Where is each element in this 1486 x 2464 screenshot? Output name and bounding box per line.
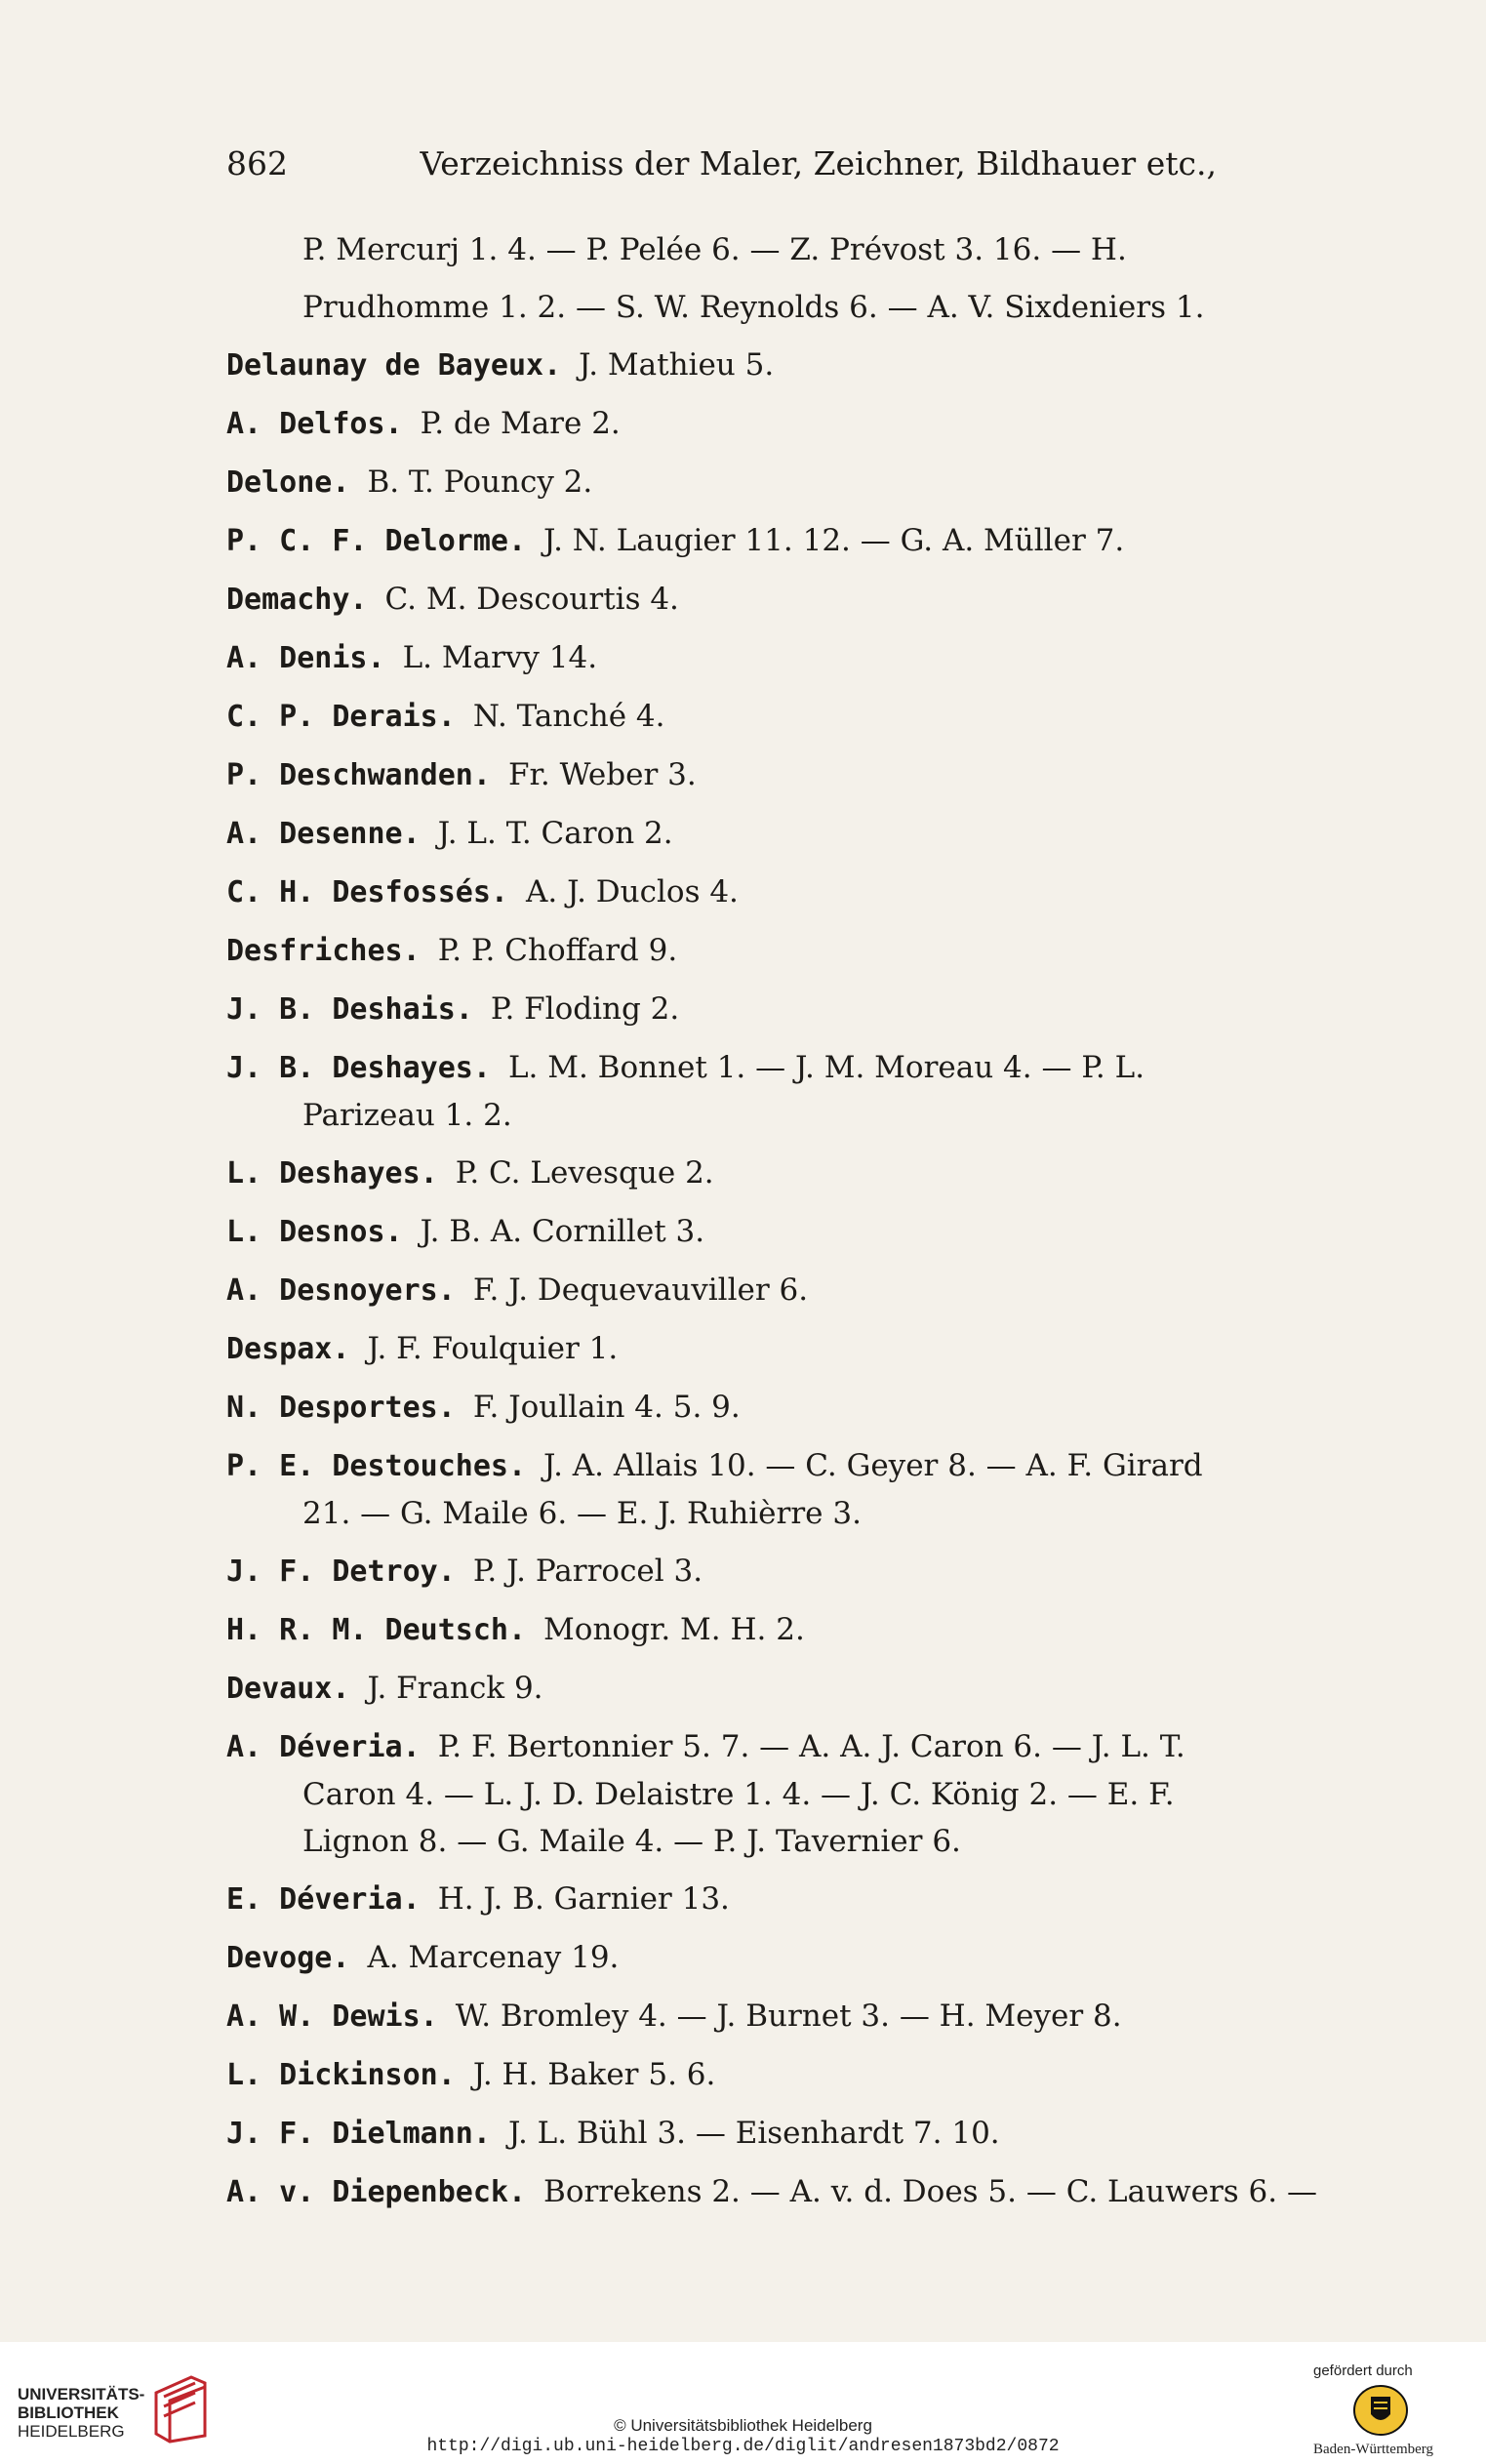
engraver-list: P. Mercurj 1. 4. — P. Pelée 6. — Z. Prévost 3. 16. — H. xyxy=(302,232,1127,267)
artist-name: L. Dickinson. xyxy=(226,2058,456,2092)
index-entry xyxy=(226,1606,1339,1654)
index-entry xyxy=(226,1934,1339,1982)
artist-name: P. Deschwanden. xyxy=(226,758,491,792)
index-entry xyxy=(226,1208,1339,1256)
engraver-list: Monogr. M. H. 2. xyxy=(543,1612,805,1647)
engraver-list: J. A. Allais 10. — C. Geyer 8. — A. F. Girard xyxy=(543,1448,1203,1483)
artist-name: J. F. Dielmann. xyxy=(226,2117,491,2151)
engraver-list: Prudhomme 1. 2. — S. W. Reynolds 6. — A. V. Sixdeniers 1. xyxy=(302,290,1205,325)
engraver-list: H. J. B. Garnier 13. xyxy=(437,1881,730,1917)
artist-name: H. R. M. Deutsch. xyxy=(226,1613,527,1647)
index-entry xyxy=(226,1723,1339,1865)
library-name-line2: BIBLIOTHEK xyxy=(18,2403,119,2422)
artist-name: E. Déveria. xyxy=(226,1882,421,1917)
artist-name: Devaux. xyxy=(226,1672,350,1706)
copyright-notice: © Universitätsbibliothek Heidelberg xyxy=(614,2416,872,2435)
engraver-list: J. L. Bühl 3. — Eisenhardt 7. 10. xyxy=(507,2116,1000,2151)
artist-name: Devoge. xyxy=(226,1941,350,1975)
baden-wuerttemberg-seal-icon xyxy=(1351,2383,1410,2438)
artist-name: A. Desenne. xyxy=(226,817,421,851)
artist-name: A. v. Diepenbeck. xyxy=(226,2175,527,2209)
funder-name: Baden-Württemberg xyxy=(1313,2442,1434,2457)
index-entry xyxy=(226,1325,1339,1373)
engraver-list: A. J. Duclos 4. xyxy=(525,874,739,909)
artist-name: J. B. Deshais. xyxy=(226,992,473,1027)
index-entry xyxy=(226,1993,1339,2040)
artist-name: Despax. xyxy=(226,1332,350,1366)
engraver-list: J. Franck 9. xyxy=(367,1671,543,1706)
index-entry xyxy=(226,868,1339,916)
index-entry xyxy=(226,459,1339,506)
index-entry xyxy=(226,986,1339,1033)
index-entry xyxy=(226,2110,1339,2158)
index-entry xyxy=(226,751,1339,799)
engraver-list: P. F. Bertonnier 5. 7. — A. A. J. Caron 6. — J. L. T. xyxy=(437,1729,1185,1764)
engraver-list: P. Floding 2. xyxy=(490,991,680,1027)
engraver-list: F. Joullain 4. 5. 9. xyxy=(472,1390,741,1425)
engraver-list: P. de Mare 2. xyxy=(420,406,621,441)
artist-name: A. Déveria. xyxy=(226,1730,421,1764)
engraver-list: J. Mathieu 5. xyxy=(579,347,775,383)
index-entry xyxy=(226,226,1339,273)
source-url[interactable]: http://digi.ub.uni-heidelberg.de/diglit/andresen1873bd2/0872 xyxy=(426,2437,1060,2456)
artist-name: A. W. Dewis. xyxy=(226,1999,438,2034)
artist-name: J. F. Detroy. xyxy=(226,1555,456,1589)
index-entry xyxy=(226,1442,1339,1537)
index-entry xyxy=(226,693,1339,741)
engraver-list: L. M. Bonnet 1. — J. M. Moreau 4. — P. L. xyxy=(507,1050,1145,1085)
artist-name: C. P. Derais. xyxy=(226,700,456,734)
engraver-list: J. N. Laugier 11. 12. — G. A. Müller 7. xyxy=(543,523,1125,558)
engraver-list: A. Marcenay 19. xyxy=(367,1940,620,1975)
engraver-list: F. J. Dequevauviller 6. xyxy=(472,1272,809,1308)
engraver-list: L. Marvy 14. xyxy=(402,640,598,675)
index-entry xyxy=(226,1665,1339,1713)
funder-label: gefördert durch xyxy=(1313,2363,1413,2379)
artist-name: Delaunay de Bayeux. xyxy=(226,348,562,383)
index-entry xyxy=(226,1548,1339,1596)
engraver-list: P. P. Choffard 9. xyxy=(437,933,678,968)
engraver-list: J. B. A. Cornillet 3. xyxy=(420,1214,705,1249)
index-entry xyxy=(226,634,1339,682)
artist-name: Delone. xyxy=(226,465,350,500)
index-entries xyxy=(226,226,1339,2227)
engraver-list-continuation: Parizeau 1. 2. xyxy=(302,1098,512,1133)
digitization-footer xyxy=(0,2342,1486,2464)
index-entry xyxy=(226,2168,1339,2216)
index-entry xyxy=(226,576,1339,624)
engraver-list: W. Bromley 4. — J. Burnet 3. — H. Meyer 8. xyxy=(455,1999,1122,2034)
running-title: Verzeichniss der Maler, Zeichner, Bildhauer etc., xyxy=(420,144,1217,182)
index-entry xyxy=(226,927,1339,975)
index-entry xyxy=(226,810,1339,858)
index-entry xyxy=(226,1267,1339,1314)
engraver-list: J. H. Baker 5. 6. xyxy=(472,2057,716,2092)
index-entry xyxy=(226,2051,1339,2099)
index-entry xyxy=(226,1876,1339,1923)
artist-name: J. B. Deshayes. xyxy=(226,1051,491,1085)
artist-name: L. Desnos. xyxy=(226,1215,403,1249)
engraver-list: Fr. Weber 3. xyxy=(507,757,697,792)
engraver-list: P. C. Levesque 2. xyxy=(455,1155,714,1191)
engraver-list-continuation: 21. — G. Maile 6. — E. J. Ruhièrre 3. xyxy=(302,1496,862,1531)
artist-name: N. Desportes. xyxy=(226,1391,456,1425)
artist-name: P. E. Destouches. xyxy=(226,1449,527,1483)
index-entry xyxy=(226,342,1339,389)
page-header xyxy=(226,144,1339,182)
library-name-line3: HEIDELBERG xyxy=(18,2422,125,2441)
engraver-list: J. F. Foulquier 1. xyxy=(367,1331,619,1366)
artist-name: Demachy. xyxy=(226,583,368,617)
library-name-line1: UNIVERSITÄTS- xyxy=(18,2385,145,2403)
index-entry xyxy=(226,284,1339,331)
engraver-list: J. L. T. Caron 2. xyxy=(437,816,673,851)
index-entry xyxy=(226,400,1339,448)
engraver-list: N. Tanché 4. xyxy=(472,699,665,734)
engraver-list-continuation: Caron 4. — L. J. D. Delaistre 1. 4. — J. C. König 2. — E. F. xyxy=(302,1777,1175,1812)
engraver-list: C. M. Descourtis 4. xyxy=(384,582,679,617)
index-entry xyxy=(226,1150,1339,1197)
index-entry xyxy=(226,1044,1339,1139)
engraver-list: B. T. Pouncy 2. xyxy=(367,465,593,500)
artist-name: A. Delfos. xyxy=(226,407,403,441)
artist-name: L. Deshayes. xyxy=(226,1156,438,1191)
engraver-list: Borrekens 2. — A. v. d. Does 5. — C. Lauwers 6. — xyxy=(543,2174,1317,2209)
engraver-list: P. J. Parrocel 3. xyxy=(472,1554,703,1589)
page-number: 862 xyxy=(226,144,288,182)
artist-name: A. Denis. xyxy=(226,641,385,675)
index-entry xyxy=(226,1384,1339,1432)
artist-name: C. H. Desfossés. xyxy=(226,875,508,909)
artist-name: A. Desnoyers. xyxy=(226,1273,456,1308)
artist-name: P. C. F. Delorme. xyxy=(226,524,527,558)
engraver-list-continuation: Lignon 8. — G. Maile 4. — P. J. Tavernier 6. xyxy=(302,1824,961,1859)
index-entry xyxy=(226,517,1339,565)
artist-name: Desfriches. xyxy=(226,934,421,968)
